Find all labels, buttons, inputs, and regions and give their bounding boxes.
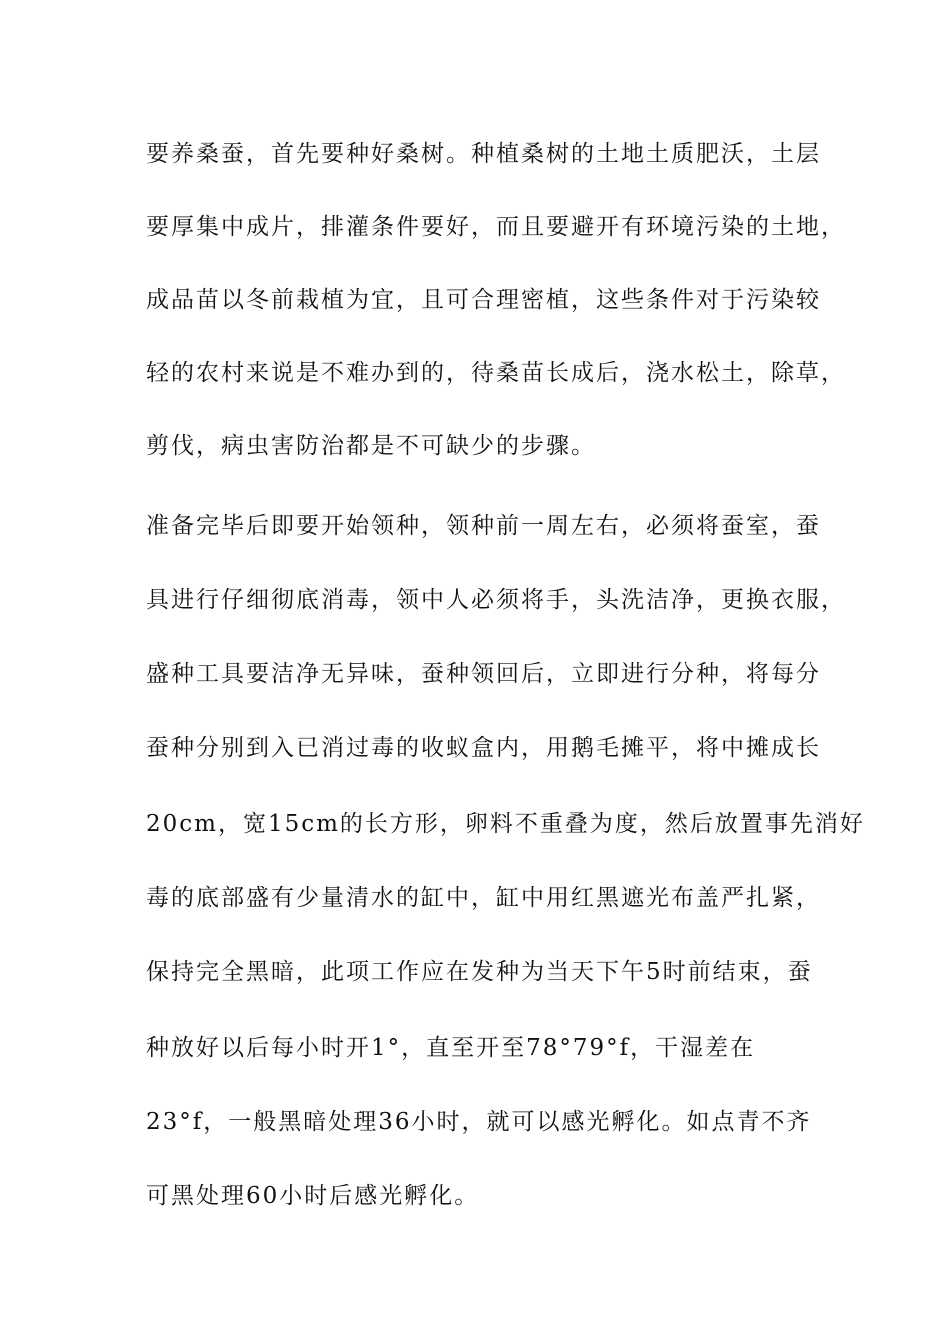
paragraph-2-line-9: 23°f，一般黑暗处理36小时，就可以感光孵化。如点青不齐 bbox=[146, 1109, 812, 1135]
paragraph-1-line-1: 要养桑蚕，首先要种好桑树。种植桑树的土地土质肥沃，土层 bbox=[146, 141, 821, 167]
paragraph-2-line-7: 保持完全黑暗，此项工作应在发种为当天下午5时前结束，蚕 bbox=[146, 959, 813, 985]
paragraph-2-line-4: 蚕种分别到入已消过毒的收蚁盒内，用鹅毛摊平，将中摊成长 bbox=[146, 735, 821, 761]
paragraph-2-line-8: 种放好以后每小时开1°，直至开至78°79°f，干湿差在 bbox=[146, 1035, 756, 1061]
paragraph-2-line-6: 毒的底部盛有少量清水的缸中，缸中用红黑遮光布盖严扎紧， bbox=[146, 885, 821, 911]
paragraph-1-line-4: 轻的农村来说是不难办到的，待桑苗长成后，浇水松土，除草， bbox=[146, 360, 846, 386]
paragraph-1-line-3: 成品苗以冬前栽植为宜，且可合理密植，这些条件对于污染较 bbox=[146, 287, 821, 313]
paragraph-1-line-2: 要厚集中成片，排灌条件要好，而且要避开有环境污染的土地， bbox=[146, 214, 846, 240]
paragraph-2-line-1: 准备完毕后即要开始领种，领种前一周左右，必须将蚕室，蚕 bbox=[146, 513, 821, 539]
paragraph-2-line-3: 盛种工具要洁净无异味，蚕种领回后，立即进行分种，将每分 bbox=[146, 661, 821, 687]
paragraph-1-line-5: 剪伐，病虫害防治都是不可缺少的步骤。 bbox=[146, 433, 596, 459]
paragraph-2-line-5: 20cm，宽15cm的长方形，卵料不重叠为度，然后放置事先消好 bbox=[146, 811, 865, 837]
paragraph-2-line-10: 可黑处理60小时后感光孵化。 bbox=[146, 1183, 480, 1209]
paragraph-2-line-2: 具进行仔细彻底消毒，领中人必须将手，头洗洁净，更换衣服， bbox=[146, 587, 846, 613]
